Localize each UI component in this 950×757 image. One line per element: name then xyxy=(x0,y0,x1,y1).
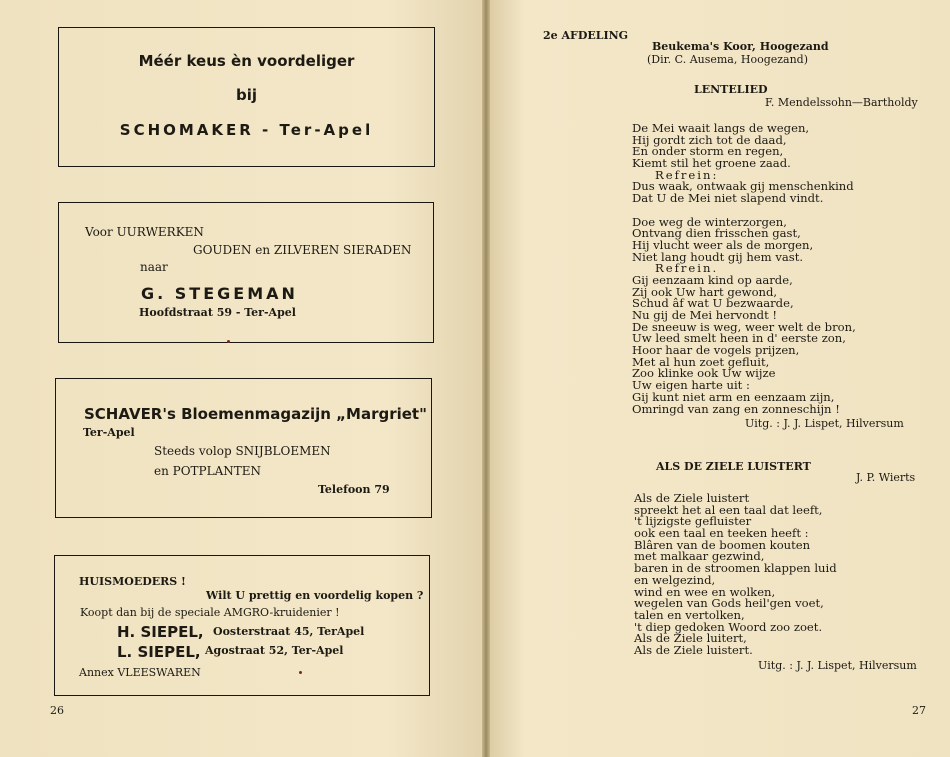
lyric-line: Kiemt stil het groene zaad. xyxy=(632,156,791,171)
ad-siepel-question: Wilt U prettig en voordelig kopen ? xyxy=(206,589,424,602)
lyric-line: Nu gij de Mei hervondt ! xyxy=(632,308,778,322)
ad-schomaker-line1: Méér keus èn voordeliger xyxy=(138,52,355,70)
lyric-line: 't diep gedoken Woord zoo zoet. xyxy=(634,619,823,634)
ad-schomaker xyxy=(58,27,435,167)
lyric-line: Uw eigen harte uit : xyxy=(632,378,750,393)
lyric-line: Doe weg de winterzorgen, xyxy=(632,214,787,229)
ad-schaver-line2: en POTPLANTEN xyxy=(154,464,262,478)
lyric-line: Omringd van zang en zonneschijn ! xyxy=(632,401,840,416)
lyric-line: Uw leed smelt heen in d' eerste zon, xyxy=(632,331,846,346)
lyric-line: En onder storm en regen, xyxy=(632,144,784,159)
page-number-left: 26 xyxy=(50,704,64,717)
lyric-line: talen en vertolken, xyxy=(634,607,745,622)
lyric-line: Hij vlucht weer als de morgen, xyxy=(632,237,814,252)
ad-schomaker-line3: SCHOMAKER - Ter-Apel xyxy=(119,121,374,139)
lyric-line: Hij gordt zich tot de daad, xyxy=(632,132,787,147)
ad-stegeman-line1: Voor UURWERKEN xyxy=(85,225,204,239)
ad-siepel-heading: HUISMOEDERS ! xyxy=(79,575,186,588)
choir-name: Beukema's Koor, Hoogezand xyxy=(652,40,829,53)
lyric-line: Niet lang houdt gij hem vast. xyxy=(632,249,804,264)
lyric-line: wegelen van Gods heil'gen voet, xyxy=(634,596,824,611)
lyric-line: Hoor haar de vogels prijzen, xyxy=(632,343,800,358)
ad-siepel-line: Koopt dan bij de speciale AMGRO-kruidenier ! xyxy=(80,606,340,619)
ad-siepel-name2: L. SIEPEL, xyxy=(117,643,201,661)
lyric-line: en welgezind, xyxy=(634,572,716,587)
ad-schaver xyxy=(55,378,432,518)
lyric-line: ook een taal en teeken heeft : xyxy=(634,526,809,541)
song1-title: LENTELIED xyxy=(694,83,768,96)
lyric-line: spreekt het al een taal dat leeft, xyxy=(634,502,823,517)
song2-title: ALS DE ZIELE LUISTERT xyxy=(656,460,811,473)
ad-stegeman-name: G. STEGEMAN xyxy=(141,284,298,303)
lyric-line: baren in de stroomen klappen luid xyxy=(634,561,837,576)
ink-speck xyxy=(299,671,302,674)
song2-composer: J. P. Wierts xyxy=(856,471,916,484)
ad-stegeman-line2: GOUDEN en ZILVEREN SIERADEN xyxy=(193,243,412,257)
lyric-line: met malkaar gezwind, xyxy=(634,549,765,564)
section-heading: 2e AFDELING xyxy=(543,29,629,42)
choir-director: (Dir. C. Ausema, Hoogezand) xyxy=(647,53,809,66)
lyric-line: De Mei waait langs de wegen, xyxy=(632,121,810,135)
ad-siepel-addr2: Agostraat 52, Ter-Apel xyxy=(205,644,344,657)
ad-siepel-name1: H. SIEPEL, xyxy=(117,623,204,641)
lyric-line: Schud âf wat U bezwaarde, xyxy=(632,296,794,311)
ad-schaver-place: Ter-Apel xyxy=(83,426,135,439)
lyric-line: Als de Ziele luitert, xyxy=(634,631,747,646)
lyric-line: De sneeuw is weg, weer welt de bron, xyxy=(632,319,856,334)
ad-schaver-phone: Telefoon 79 xyxy=(318,483,390,496)
lyric-line: Gij kunt niet arm en eenzaam zijn, xyxy=(632,389,835,404)
lyric-line: Gij eenzaam kind op aarde, xyxy=(632,272,793,287)
song1-composer: F. Mendelssohn—Bartholdy xyxy=(765,96,918,109)
ink-speck xyxy=(227,340,230,343)
book-gutter xyxy=(482,0,490,757)
lyric-line: Blâren van de boomen kouten xyxy=(634,537,811,552)
ad-schaver-title: SCHAVER's Bloemenmagazijn „Margriet" xyxy=(84,405,427,423)
page-number-right: 27 xyxy=(912,704,926,717)
ad-siepel-addr1: Oosterstraat 45, TerApel xyxy=(213,625,365,638)
ad-schaver-line1: Steeds volop SNIJBLOEMEN xyxy=(154,444,331,458)
song2-lyrics xyxy=(634,493,837,657)
lyric-line: Met al hun zoet gefluit, xyxy=(632,354,770,369)
ad-siepel-annex: Annex VLEESWAREN xyxy=(79,666,201,679)
lyric-line: Zoo klinke ook Uw wijze xyxy=(632,366,776,381)
lyric-refrain: Refrein. xyxy=(655,261,719,276)
lyric-line: Dus waak, ontwaak gij menschenkind xyxy=(632,179,854,194)
lyric-refrain: Refrein: xyxy=(655,167,719,182)
ad-stegeman-line3: naar xyxy=(140,260,168,274)
lyric-line: wind en wee en wolken, xyxy=(634,584,776,599)
lyric-line: 't lijzigste gefluister xyxy=(634,514,752,529)
lyric-line: Als de Ziele luistert. xyxy=(634,642,753,657)
lyric-line: Ontvang dien frisschen gast, xyxy=(632,226,801,241)
song2-publisher: Uitg. : J. J. Lispet, Hilversum xyxy=(758,659,917,672)
ad-stegeman-address: Hoofdstraat 59 - Ter-Apel xyxy=(139,306,296,319)
lyric-line: Als de Ziele luistert xyxy=(634,491,750,505)
lyric-line: Dat U de Mei niet slapend vindt. xyxy=(632,191,824,206)
ad-siepel xyxy=(54,555,430,696)
song1-lyrics xyxy=(632,123,856,415)
lyric-line: Zij ook Uw hart gewond, xyxy=(632,284,778,299)
ad-stegeman xyxy=(58,202,434,343)
song1-publisher: Uitg. : J. J. Lispet, Hilversum xyxy=(745,417,904,430)
ad-schomaker-line2: bij xyxy=(235,86,258,104)
